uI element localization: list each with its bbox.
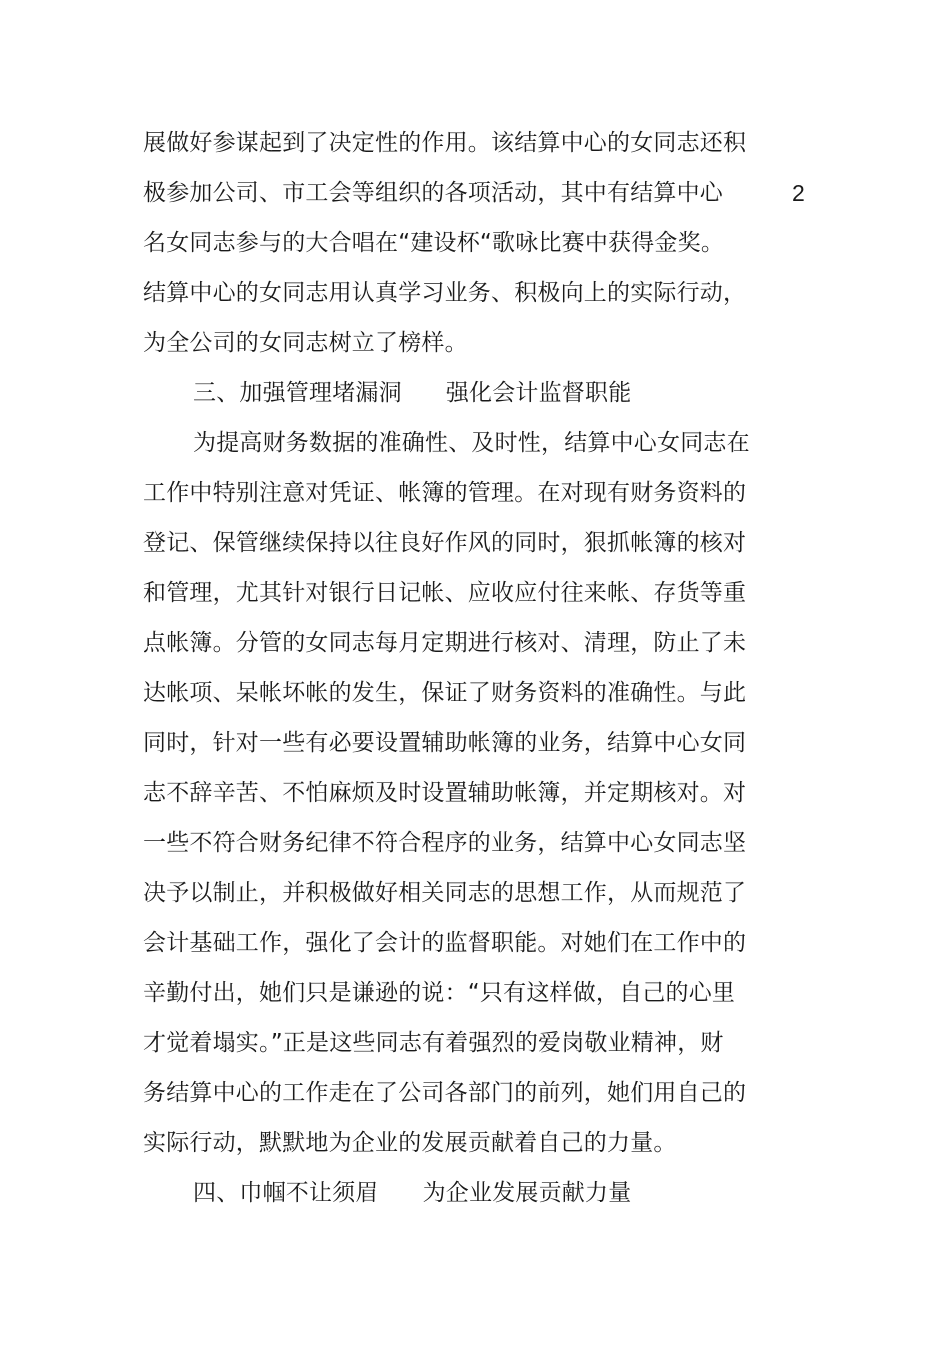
text-line: 为提高财务数据的准确性、及时性，结算中心女同志在: [193, 430, 750, 456]
text-line: 会计基础工作，强化了会计的监督职能。对她们在工作中的: [143, 930, 747, 956]
text-line: 和管理，尤其针对银行日记帐、应收应付往来帐、存货等重: [143, 580, 747, 606]
heading-part: 为企业发展贡献力量: [422, 1180, 632, 1206]
text-line: 决予以制止，并积极做好相关同志的思想工作，从而规范了: [143, 880, 747, 906]
text-line: 辛勤付出，她们只是谦逊的说：“只有这样做，自己的心里: [143, 980, 736, 1006]
text-line: 务结算中心的工作走在了公司各部门的前列，她们用自己的: [143, 1080, 747, 1106]
text-line: 为全公司的女同志树立了榜样。: [143, 330, 468, 356]
text-line: 才觉着塌实。”正是这些同志有着强烈的爱岗敬业精神，财: [143, 1030, 724, 1056]
heading-part: 强化会计监督职能: [445, 380, 632, 406]
text-line: 名女同志参与的大合唱在“建设杯“歌咏比赛中获得金奖。: [143, 230, 725, 256]
text-line: 展做好参谋起到了决定性的作用。该结算中心的女同志还积: [143, 130, 747, 156]
text-line: 工作中特别注意对凭证、帐簿的管理。在对现有财务资料的: [143, 480, 747, 506]
text-line: 同时，针对一些有必要设置辅助帐簿的业务，结算中心女同: [143, 730, 747, 756]
text-line: 一些不符合财务纪律不符合程序的业务，结算中心女同志坚: [143, 830, 747, 856]
text-line: 极参加公司、市工会等组织的各项活动，其中有结算中心: [143, 180, 723, 206]
text-line: 登记、保管继续保持以往良好作风的同时，狠抓帐簿的核对: [143, 530, 747, 556]
section-heading-3: [193, 378, 631, 408]
text-line: 点帐簿。分管的女同志每月定期进行核对、清理，防止了未: [143, 630, 747, 656]
heading-part: 三、加强管理堵漏洞: [193, 380, 402, 406]
text-line: 结算中心的女同志用认真学习业务、积极向上的实际行动，: [143, 280, 747, 306]
text-line: 达帐项、呆帐坏帐的发生，保证了财务资料的准确性。与此: [143, 680, 747, 706]
heading-part: 四、巾帼不让须眉: [193, 1180, 379, 1206]
text-line: 实际行动，默默地为企业的发展贡献着自己的力量。: [143, 1130, 677, 1156]
inline-number: 2: [792, 180, 805, 206]
text-line: 志不辞辛苦、不怕麻烦及时设置辅助帐簿，并定期核对。对: [143, 780, 747, 806]
section-heading-4: [193, 1178, 631, 1208]
